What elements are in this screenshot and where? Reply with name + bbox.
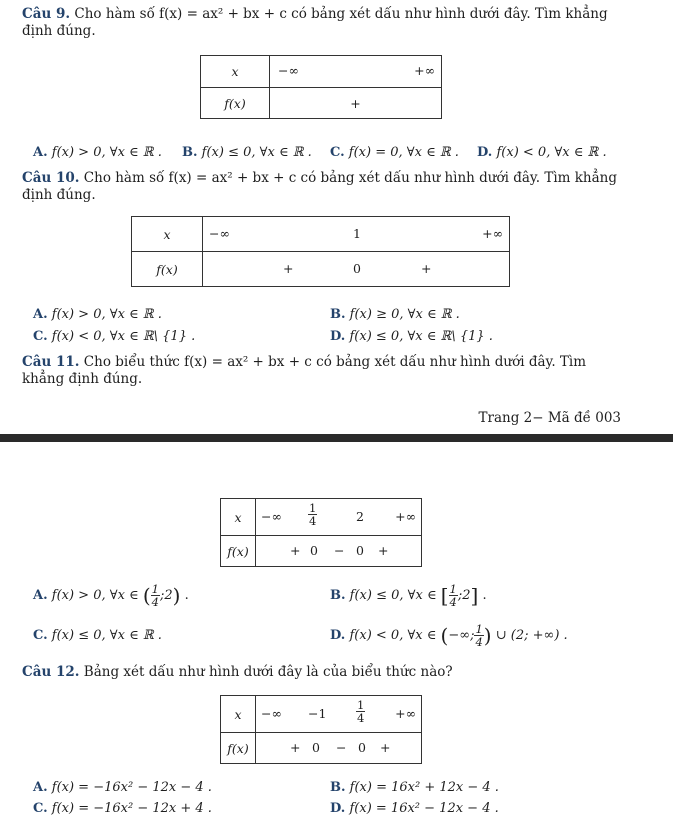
q9-option-a-letter: A.	[33, 145, 48, 160]
q11-root-quarter-num: 1	[309, 501, 317, 515]
q11-option-c[interactable]	[33, 628, 162, 643]
q11-option-d[interactable]	[330, 623, 568, 648]
q11-option-a-tail: .	[184, 588, 189, 603]
q9-option-b-letter: B.	[182, 145, 198, 160]
q9-minus-infinity: −∞	[278, 63, 299, 78]
q11-option-a-letter: A.	[33, 588, 48, 603]
q11-option-b-text: f(x) ≤ 0, ∀x ∈	[349, 588, 437, 603]
q11-option-a-close: )	[172, 583, 181, 608]
q12-sign-table	[220, 695, 422, 764]
question-12	[22, 664, 632, 681]
q11-option-d-text: f(x) < 0, ∀x ∈	[349, 628, 437, 643]
q10-option-b-text: f(x) ≥ 0, ∀x ∈ ℝ .	[349, 307, 460, 322]
q12-option-b[interactable]	[330, 780, 499, 795]
q9-option-c-text: f(x) = 0, ∀x ∈ ℝ .	[348, 145, 459, 160]
q11-plus-infinity: +∞	[395, 509, 416, 524]
q10-minus-infinity: −∞	[209, 226, 230, 241]
q11-option-b-close: ]	[470, 583, 479, 608]
page-break-band	[0, 434, 673, 442]
question-11-text: Cho biểu thức f(x) = ax² + bx + c có bảng xét dấu như hình dưới đây. Tìm khẳng định đúng.	[22, 354, 587, 387]
q10-option-a-text: f(x) > 0, ∀x ∈ ℝ .	[51, 307, 162, 322]
q11-root-quarter-den: 4	[309, 514, 317, 528]
q12-option-b-letter: B.	[330, 780, 346, 795]
q11-option-b-letter: B.	[330, 588, 346, 603]
q12-root-quarter-num: 1	[357, 698, 365, 712]
q10-option-c[interactable]	[33, 329, 195, 344]
q11-sign-1: +	[290, 543, 301, 558]
q12-option-c-text: f(x) = −16x² − 12x + 4 .	[51, 801, 212, 816]
q10-option-b[interactable]	[330, 307, 460, 322]
q12-root-minus-1: −1	[308, 706, 327, 721]
q12-x-label: x	[221, 696, 256, 733]
question-10-label: Câu 10.	[22, 170, 80, 186]
q11-option-d-den: 4	[475, 635, 483, 649]
q11-option-a[interactable]	[33, 583, 189, 608]
q11-x-label: x	[221, 499, 256, 536]
q10-sign-table	[131, 216, 510, 287]
q12-option-a-letter: A.	[33, 780, 48, 795]
q11-option-b-open: [	[440, 583, 449, 608]
q10-f-label: f(x)	[132, 252, 203, 287]
q11-zero-1: 0	[310, 543, 318, 558]
q9-option-a[interactable]	[33, 145, 162, 160]
q9-option-a-text: f(x) > 0, ∀x ∈ ℝ .	[51, 145, 162, 160]
q11-option-d-letter: D.	[330, 628, 346, 643]
q12-option-a-text: f(x) = −16x² − 12x − 4 .	[51, 780, 212, 795]
q11-root-quarter	[308, 502, 317, 527]
q11-root-2: 2	[356, 509, 364, 524]
page-footer: Trang 2− Mã đề 003	[478, 410, 621, 426]
q11-f-label: f(x)	[221, 536, 256, 567]
q12-f-label: f(x)	[221, 733, 256, 764]
q10-option-d-letter: D.	[330, 329, 346, 344]
q12-option-b-text: f(x) = 16x² + 12x − 4 .	[349, 780, 499, 795]
q11-option-b-tail: .	[482, 588, 487, 603]
q9-option-c-letter: C.	[330, 145, 345, 160]
question-10	[22, 170, 632, 204]
question-10-text: Cho hàm số f(x) = ax² + bx + c có bảng xét dấu như hình dưới đây. Tìm khẳng định đúng.	[22, 170, 618, 203]
q11-option-b-fraction	[449, 583, 458, 608]
q11-option-c-letter: C.	[33, 628, 48, 643]
q11-option-c-text: f(x) ≤ 0, ∀x ∈ ℝ .	[51, 628, 162, 643]
q11-option-a-fraction	[151, 583, 160, 608]
q11-option-d-open: (	[440, 623, 449, 648]
q11-option-a-open: (	[142, 583, 151, 608]
q10-option-d[interactable]	[330, 329, 493, 344]
question-9-label: Câu 9.	[22, 6, 71, 22]
q11-option-a-den: 4	[151, 595, 159, 609]
q11-sign-2: −	[334, 543, 345, 558]
q12-minus-infinity: −∞	[261, 706, 282, 721]
q10-option-c-letter: C.	[33, 329, 48, 344]
q11-sign-table	[220, 498, 422, 567]
q9-option-d[interactable]	[477, 145, 607, 160]
q11-option-a-num: 1	[151, 582, 159, 596]
q12-option-c[interactable]	[33, 801, 212, 816]
q10-option-a-letter: A.	[33, 307, 48, 322]
q9-option-b[interactable]	[182, 145, 312, 160]
question-12-text: Bảng xét dấu như hình dưới đây là của biểu thức nào?	[83, 664, 453, 680]
q11-option-b-post: ;2	[457, 588, 471, 603]
q11-option-d-lead: −∞;	[448, 628, 475, 643]
q10-sign-1: +	[283, 261, 294, 276]
q12-sign-2: −	[336, 740, 347, 755]
q12-option-c-letter: C.	[33, 801, 48, 816]
q10-option-b-letter: B.	[330, 307, 346, 322]
q9-f-label: f(x)	[201, 88, 270, 119]
q11-option-b-num: 1	[449, 582, 457, 596]
q9-option-d-letter: D.	[477, 145, 493, 160]
q9-plus-infinity: +∞	[414, 63, 435, 78]
q10-root-1: 1	[353, 226, 361, 241]
q10-option-c-text: f(x) < 0, ∀x ∈ ℝ\ {1} .	[51, 329, 196, 344]
question-12-label: Câu 12.	[22, 664, 80, 680]
q11-option-a-post: ;2	[159, 588, 173, 603]
q9-sign: +	[270, 88, 442, 119]
q12-option-d-text: f(x) = 16x² − 12x − 4 .	[349, 801, 499, 816]
q11-minus-infinity: −∞	[261, 509, 282, 524]
q10-zero: 0	[353, 261, 361, 276]
q9-sign-table	[200, 55, 442, 119]
question-11	[22, 354, 632, 388]
q11-option-a-text: f(x) > 0, ∀x ∈	[51, 588, 139, 603]
q12-zero-1: 0	[312, 740, 320, 755]
q11-option-d-tail: ∪ (2; +∞) .	[495, 628, 568, 643]
question-9	[22, 6, 632, 40]
q9-option-c[interactable]	[330, 145, 459, 160]
q10-plus-infinity: +∞	[482, 226, 503, 241]
q12-option-d[interactable]	[330, 801, 499, 816]
q10-x-label: x	[132, 217, 203, 252]
q11-option-b-den: 4	[449, 595, 457, 609]
q9-option-b-text: f(x) ≤ 0, ∀x ∈ ℝ .	[201, 145, 312, 160]
q11-option-d-close: )	[483, 623, 492, 648]
q12-sign-3: +	[380, 740, 391, 755]
q12-sign-1: +	[290, 740, 301, 755]
q10-sign-2: +	[421, 261, 432, 276]
question-11-label: Câu 11.	[22, 354, 80, 370]
q12-root-quarter-den: 4	[357, 711, 365, 725]
q11-zero-2: 0	[356, 543, 364, 558]
question-9-text: Cho hàm số f(x) = ax² + bx + c có bảng xét dấu như hình dưới đây. Tìm khẳng định đúng.	[22, 6, 608, 39]
q9-x-label: x	[201, 56, 270, 88]
q12-plus-infinity: +∞	[395, 706, 416, 721]
q12-option-a[interactable]	[33, 780, 212, 795]
q11-option-d-num: 1	[475, 622, 483, 636]
q9-option-d-text: f(x) < 0, ∀x ∈ ℝ .	[496, 145, 607, 160]
q11-option-d-fraction	[474, 623, 483, 648]
q10-option-d-text: f(x) ≤ 0, ∀x ∈ ℝ\ {1} .	[349, 329, 493, 344]
q12-zero-2: 0	[358, 740, 366, 755]
q12-root-quarter	[356, 699, 365, 724]
q11-sign-3: +	[378, 543, 389, 558]
q10-option-a[interactable]	[33, 307, 162, 322]
q12-option-d-letter: D.	[330, 801, 346, 816]
q11-option-b[interactable]	[330, 583, 487, 608]
